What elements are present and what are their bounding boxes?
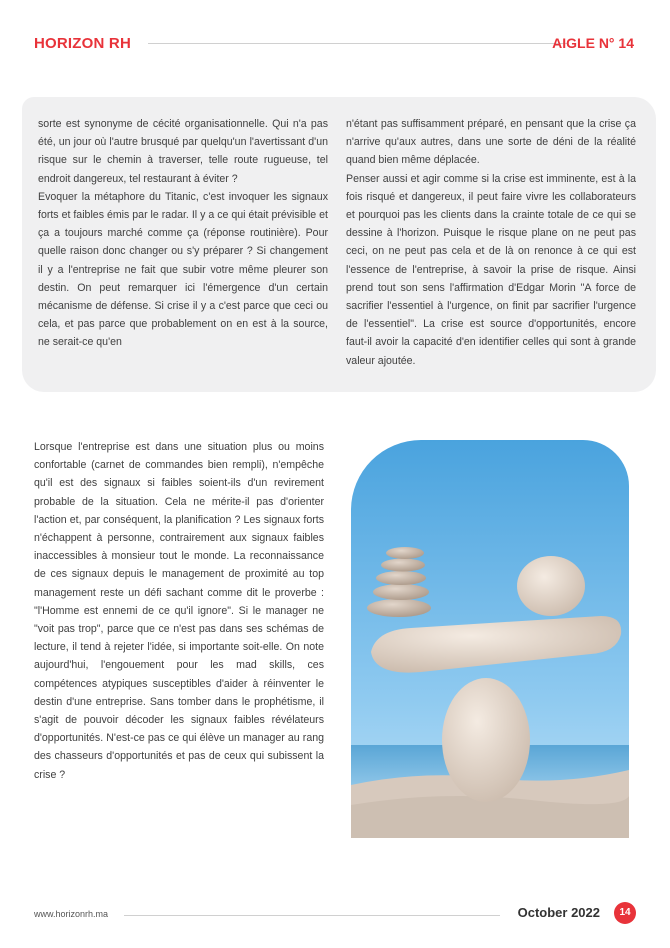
card-right-column	[346, 115, 636, 370]
paragraph: Penser aussi et agir comme si la crise est imminente, est à la fois risqué et dangereux, il peut faire vivre les collaborateurs et pourquoi pas les clients dans la crainte totale de ce qui se dessine à l'horizon. Puisque le risque plane on ne peut pas ceci, on ne peut pas cela et de là on renonce à ce qui est l'essence de l'entreprise, à savoir la prise de risque. Ainsi prend tout son sens l'affirmation d'Edgar Morin "A force de sacrifier l'essentiel à l'urgence, on finit par sacrifier l'urgence de l'essentiel". La crise est source d'opportunités, encore faut-il avoir la capacité d'en identifier celles qui sont à grande valeur ajoutée.	[346, 172, 636, 367]
paragraph: Lorsque l'entreprise est dans une situation plus ou moins confortable (carnet de commandes bien rempli), n'empêche qu'il est des signaux si faibles soient-ils d'un revirement probable de la situation. Cela ne mérite-il pas d'orienter l'action et, par conséquent, la planification ? Les signaux forts n'échappent à personne, contrairement aux signaux faibles inaccessibles à monsieur tout le monde. La reconnaissance de ces signaux depuis le management de proximité au top management reste un défi sachant comme dit le proverbe : "l'Homme est ennemi de ce qu'il ignore". Si le manager ne "voit pas trop", parce que ce n'est pas dans ses schémas de lecture, il tend à rejeter l'idée, si importante soit-elle. On note aujourd'hui, l'engouement pour les mad skills, ces compétences atypiques susceptibles d'aider à réinventer le destin d'une entreprise. Sans tomber dans le prophétisme, il s'agit de pouvoir décoder les signaux faibles révélateurs d'opportunités. N'est-ce pas ce qui élève un manager au rang des chasseurs d'opportunités et pas de ceux qui subissent la crise ?	[34, 441, 324, 781]
magazine-brand: HORIZON RH	[34, 35, 131, 52]
paragraph: Evoquer la métaphore du Titanic, c'est invoquer les signaux forts et faibles émis par le radar. Il y a ce qui était prévisible et ça a toujours marché comme ça (réponse routinière). Pour quelle raison donc changer ou s'y préparer ? Si changement il y a l'entreprise ne fait que subir votre même pleurer son destin. On peut remarquer ici l'émergence d'un certain mécanisme de défense. Si crise il y a c'est parce que ceci ou cela, et pas parce que probablement on en est à la source, ne serait-ce qu'en	[38, 190, 328, 349]
website-url: www.horizonrh.ma	[34, 909, 109, 919]
footer-divider	[124, 915, 500, 916]
body-column	[34, 438, 324, 784]
header-divider	[148, 43, 568, 44]
card-left-column	[38, 115, 328, 352]
paragraph: n'étant pas suffisamment préparé, en pensant que la crise ça n'arrive qu'aux autres, dans une sorte de déni de la réalité quand bien même déplacée.	[346, 118, 636, 167]
balanced-stones-image	[351, 440, 629, 838]
article-photo	[351, 440, 631, 840]
issue-number: AIGLE N° 14	[552, 35, 634, 51]
issue-date: October 2022	[517, 905, 600, 920]
paragraph: sorte est synonyme de cécité organisationnelle. Qui n'a pas été, un jour où l'autre brusqué par quelqu'un l'avertissant d'un risque sur le chemin à traverser, telle route rugueuse, tel endroit dangereux, tel restaurant à éviter ?	[38, 118, 328, 185]
page-number-badge: 14	[614, 902, 636, 924]
